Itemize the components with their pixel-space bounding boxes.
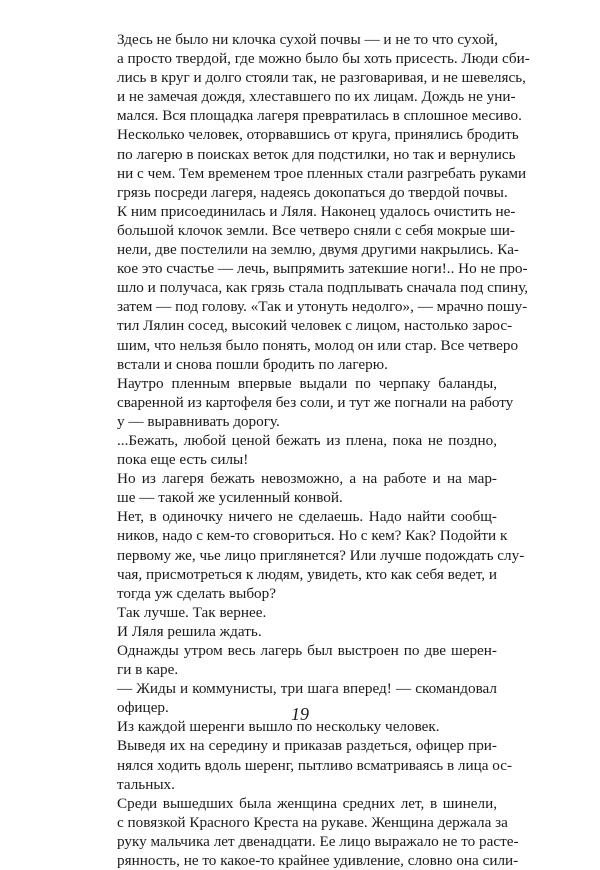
text-line: лись в круг и долго стояли так, не разговаривая, и не шевелясь,	[117, 69, 526, 87]
text-line: ников, надо с кем-то сговориться. Но с кем? Как? Подойти к	[117, 527, 508, 545]
text-line: у — выравнивать дорогу.	[117, 412, 280, 430]
paragraph-12	[95, 794, 519, 870]
text-line: кое это счастье — лечь, выпрямить затекшие ноги!.. Но не про-	[117, 260, 528, 278]
text-line: Но из лагеря бежать невозможно, а на работе и на мар-	[117, 470, 497, 488]
body-text	[95, 30, 530, 870]
text-line: тогда уж сделать выбор?	[117, 584, 276, 602]
text-line: нялся ходить вдоль шеренг, пытливо всматриваясь в лица ос-	[117, 756, 513, 774]
paragraph-3	[95, 431, 497, 469]
text-line: Нет, в одиночку ничего не сделаешь. Надо найти сообщ-	[117, 508, 497, 526]
text-line: Несколько человек, оторвавшись от круга, принялись бродить	[117, 126, 519, 144]
text-line: пока еще есть силы!	[117, 451, 249, 469]
text-line: первому же, чье лицо приглянется? Или лучше подождать слу-	[117, 546, 525, 564]
paragraph-11	[95, 736, 513, 793]
text-line: Однажды утром весь лагерь был выстроен по две шерен-	[117, 642, 497, 659]
text-line: К ним присоединилась и Ляля. Наконец удалось очистить не-	[117, 202, 516, 220]
text-line: встали и снова пошли бродить по лагерю.	[117, 355, 388, 373]
text-line: шим, что нельзя было понять, молод он или стар. Все четверо	[117, 336, 519, 354]
text-line: чая, присмотреться к людям, увидеть, кто как себя ведет, и	[117, 565, 497, 583]
text-line: тил Лялин сосед, высокий человек с лицом, настолько зарос-	[117, 317, 513, 335]
text-line: грязь посреди лагеря, надеясь докопаться до твердой почвы.	[117, 183, 508, 201]
paragraph-1	[95, 30, 530, 374]
text-line: Из каждой шеренги вышло по нескольку человек.	[117, 718, 440, 736]
text-line: ше — такой же усиленный конвой.	[117, 489, 343, 507]
text-line: офицер.	[117, 699, 169, 717]
text-line: ни с чем. Тем временем трое пленных стали разгребать руками	[117, 164, 527, 182]
text-line: затем — под голову. «Так и утонуть недолго», — мрачно пошу-	[117, 298, 528, 316]
text-line: ...Бежать, любой ценой бежать из плена, пока не поздно,	[117, 431, 497, 449]
text-line: нели, две постелили на землю, двумя другими накрылись. Ка-	[117, 241, 519, 259]
paragraph-5	[95, 507, 525, 602]
text-line: и не замечая дождя, хлеставшего по их лицам. Дождь не уни-	[117, 88, 516, 106]
text-line: Наутро пленным впервые выдали по черпаку баланды,	[117, 374, 497, 392]
text-line: руку мальчика лет двенадцати. Ее лицо выражало не то расте-	[117, 832, 519, 850]
text-line: ги в каре.	[117, 661, 179, 679]
text-line: И Ляля решила ждать.	[117, 622, 262, 640]
text-line: с повязкой Красного Креста на рукаве. Женщина держала за	[117, 813, 508, 831]
page-number: 19	[291, 704, 309, 724]
text-line: шло и получаса, как грязь стала подплывать сначала под спину,	[117, 279, 529, 297]
text-line: по лагерю в поисках веток для подстилки, но так и вернулись	[117, 145, 516, 163]
text-line: Здесь не было ни клочка сухой почвы — и не то что сухой,	[117, 31, 498, 48]
paragraph-6	[95, 603, 497, 622]
text-line: — Жиды и коммунисты, три шага вперед! — скомандовал	[117, 680, 497, 698]
text-line: мался. Вся площадка лагеря превратилась в сплошное месиво.	[117, 107, 522, 125]
text-line: рянность, не то какое-то крайнее удивление, словно она сили-	[117, 852, 519, 870]
text-line: сваренной из картофеля без соли, и тут же погнали на работу	[117, 393, 514, 411]
paragraph-2	[95, 374, 514, 431]
paragraph-8	[95, 641, 497, 679]
paragraph-4	[95, 469, 497, 507]
text-line: а просто твердой, где можно было бы хоть присесть. Люди сби-	[117, 50, 530, 68]
text-line: Среди вышедших была женщина средних лет, в шинели,	[117, 794, 497, 812]
text-line: Выведя их на середину и приказав раздеться, офицер при-	[117, 737, 497, 755]
text-line: большой клочок земли. Все четверо сняли с себя мокрые ши-	[117, 221, 515, 239]
text-line: тальных.	[117, 775, 175, 793]
paragraph-7	[95, 622, 497, 641]
text-line: Так лучше. Так вернее.	[117, 603, 267, 621]
